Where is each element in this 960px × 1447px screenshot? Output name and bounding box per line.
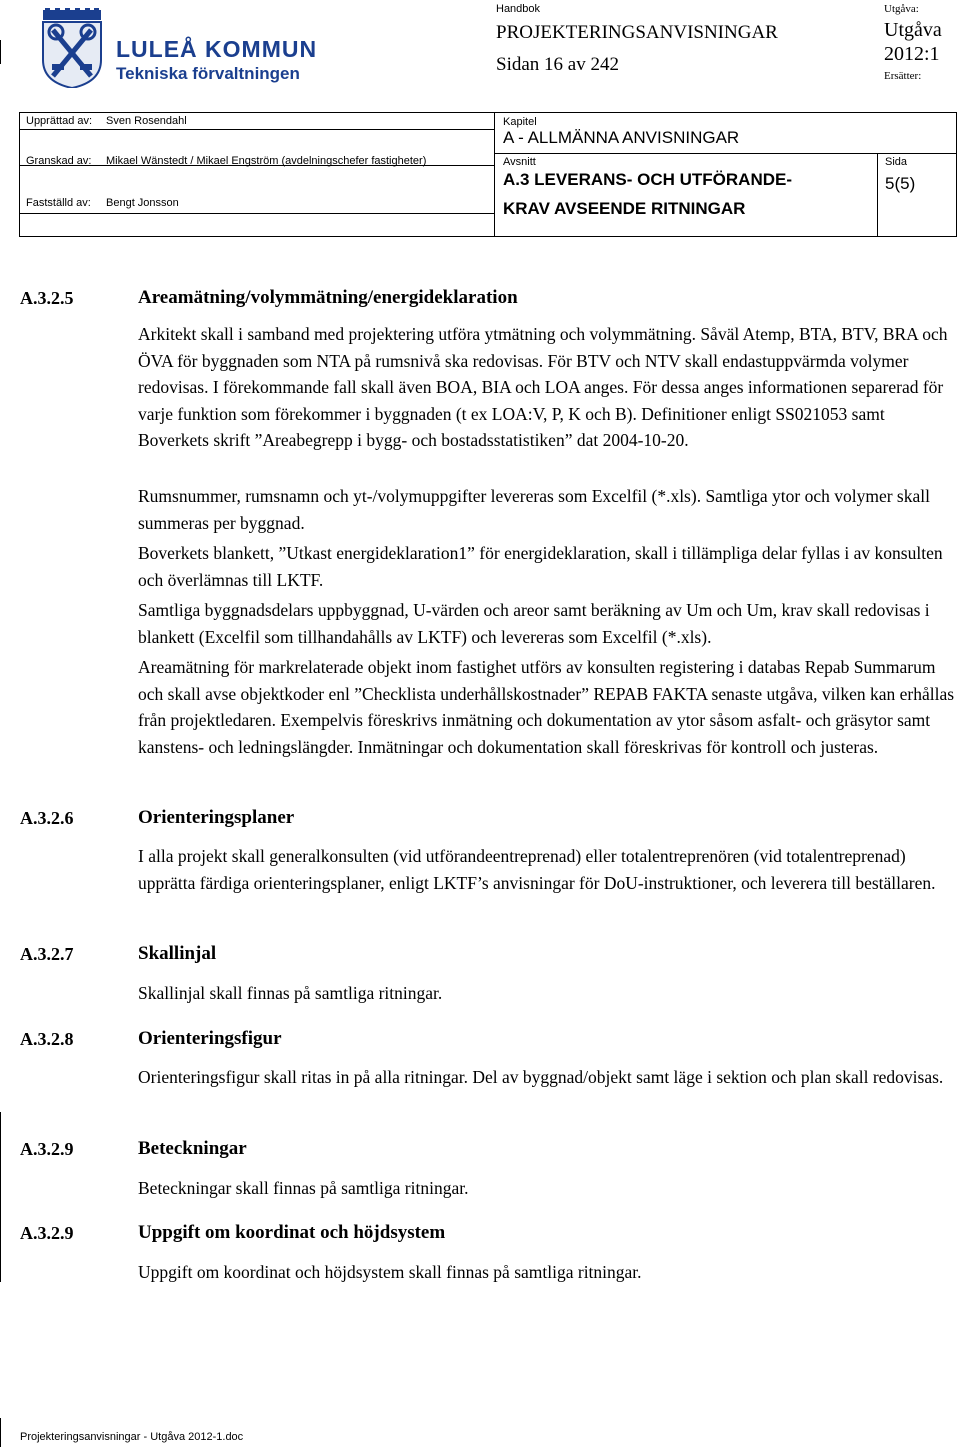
kapitel-label: Kapitel <box>503 116 537 128</box>
paragraph: I alla projekt skall generalkonsulten (vid utförandeentreprenad) eller totalentreprenören (vid totalentreprenad) upprätta färdiga orienteringsplaner, enligt LKTF’s anvisningar för DoU-instruktioner, och leverera till beställaren. <box>138 846 936 893</box>
sida-value: 5(5) <box>885 174 916 193</box>
upprattad-value: Sven Rosendahl <box>106 115 187 127</box>
footer-filename: Projekteringsanvisningar - Utgåva 2012-1.doc <box>20 1431 244 1443</box>
paragraph: Uppgift om koordinat och höjdsystem skall finnas på samtliga ritningar. <box>138 1262 642 1282</box>
ersatter-label: Ersätter: <box>884 70 922 82</box>
upprattad-label: Upprättad av: <box>26 115 93 127</box>
divider <box>20 213 494 214</box>
kapitel-value: A - ALLMÄNNA ANVISNINGAR <box>503 128 740 147</box>
paragraph: Rumsnummer, rumsnamn och yt-/volymuppgifter levereras som Excelfil (*.xls). Samtliga ytor och volymer skall summeras per byggnad. <box>138 486 930 533</box>
divider <box>494 113 495 236</box>
logo-line2: Tekniska förvaltningen <box>116 64 300 83</box>
faststalld-label: Fastställd av: <box>26 197 91 209</box>
divider <box>494 153 956 154</box>
section-title: Orienteringsfigur <box>138 1028 282 1049</box>
change-bar <box>0 1112 1 1282</box>
granskad-label: Granskad av: <box>26 155 92 167</box>
paragraph: Skallinjal skall finnas på samtliga ritningar. <box>138 983 443 1003</box>
section-title: Orienteringsplaner <box>138 807 295 828</box>
paragraph: Orienteringsfigur skall ritas in på alla ritningar. Del av byggnad/objekt samt läge i sektion och plan skall redovisas. <box>138 1067 944 1087</box>
utgava-value: Utgåva 2012:1 <box>884 19 942 65</box>
section-title: Skallinjal <box>138 943 217 964</box>
section-number: A.3.2.9 <box>20 1223 74 1243</box>
avsnitt-label: Avsnitt <box>503 156 536 168</box>
luleå-kommun-logo <box>40 8 340 88</box>
handbook-label: Handbok <box>496 3 541 15</box>
section-number: A.3.2.5 <box>20 288 74 308</box>
section-number: A.3.2.6 <box>20 808 74 828</box>
margin-marker-footer <box>0 1418 1 1447</box>
section-number: A.3.2.7 <box>20 944 74 964</box>
section-number: A.3.2.8 <box>20 1029 74 1049</box>
section-number: A.3.2.9 <box>20 1139 74 1159</box>
paragraph: Boverkets blankett, ”Utkast energideklaration1” för energideklaration, skall i tillämpliga delar fyllas i av konsulten och överlämnas till LKTF. <box>138 543 943 590</box>
section-title: Uppgift om koordinat och höjdsystem <box>138 1222 446 1243</box>
handbook-title: PROJEKTERINGSANVISNINGAR <box>496 22 778 43</box>
utgava-label: Utgåva: <box>884 3 919 15</box>
divider <box>877 153 878 236</box>
document-info-box <box>19 112 957 237</box>
sida-label: Sida <box>885 156 908 168</box>
paragraph: Samtliga byggnadsdelars uppbyggnad, U-värden och areor samt beräkning av Um och Um, krav skall redovisas i blankett (Excelfil som tillhandahålls av LKTF) och levereras som Excelfil (*.xls). <box>138 600 930 647</box>
paragraph: Areamätning för markrelaterade objekt inom fastighet utförs av konsulten registering i databas Repab Summarum och skall avse objektkoder enl ”Checklista underhållskostnader” REPAB FAKTA senaste utgåva, vilken kan erhållas från projektledaren. Exempelvis föreskrivs inmätning och dokumentation av ytor såsom asfalt- och gräsytor samt kanstens- och ledningslängder. Inmätningar och dokumentation skall föreskrivas för kontroll och justeras. <box>138 657 955 757</box>
paragraph: Arkitekt skall i samband med projektering utföra ytmätning och volymmätning. Såväl Atemp, BTA, BTV, BRA och ÖVA för byggnaden som NTA på rumsnivå ska redovisas. För BTV och NTV skall endastuppvärmda volymer redovisas. I förekommande fall skall även BOA, BIA och LOA anges. För dessa anges informationen separerad för varje funktion som förekommer i byggnaden (t ex LOA:V, P, K och B). Definitioner enligt SS021053 samt Boverkets skrift ”Areabegrepp i bygg- och bostadsstatistiken” dat 2004-10-20. <box>138 324 948 450</box>
faststalld-value: Bengt Jonsson <box>106 197 179 209</box>
page-indicator: Sidan 16 av 242 <box>496 54 619 75</box>
avsnitt-line1: A.3 LEVERANS- OCH UTFÖRANDE- <box>503 170 793 189</box>
granskad-value: Mikael Wänstedt / Mikael Engström (avdelningschefer fastigheter) <box>106 155 427 167</box>
divider <box>20 129 494 130</box>
section-title: Beteckningar <box>138 1138 247 1159</box>
section-title: Areamätning/volymmätning/energideklaration <box>138 287 518 308</box>
margin-marker <box>0 40 1 64</box>
paragraph: Beteckningar skall finnas på samtliga ritningar. <box>138 1178 469 1198</box>
avsnitt-line2: KRAV AVSEENDE RITNINGAR <box>503 199 746 218</box>
logo-line1: LULEÅ KOMMUN <box>116 36 318 62</box>
